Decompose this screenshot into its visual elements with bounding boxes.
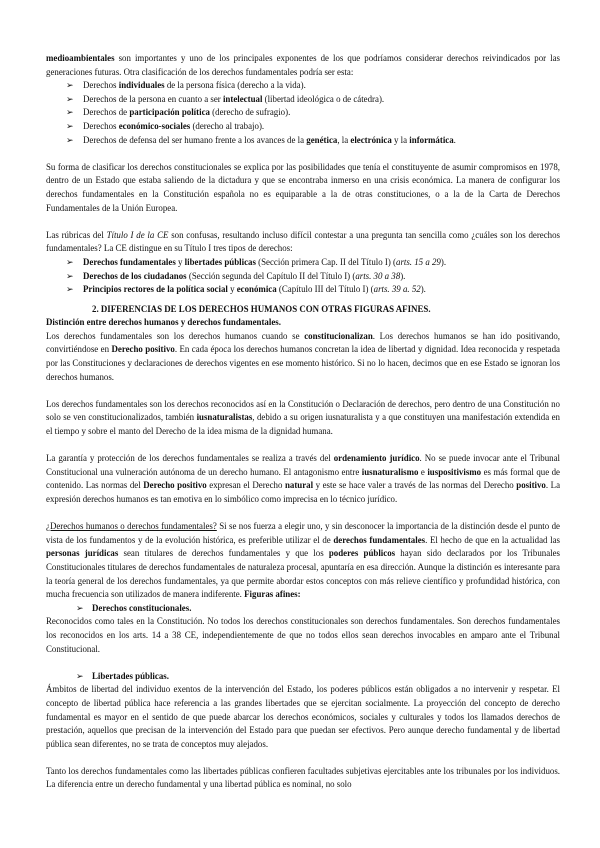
section-heading: 2. DIFERENCIAS DE LOS DERECHOS HUMANOS CON OTRAS FIGURAS AFINES. (92, 303, 431, 314)
arrow-bullet-icon: ➢ (66, 256, 74, 267)
paragraph-constitutional-rights: Reconocidos como tales en la Constitución. No todos los derechos constitucionales son derechos fundamentales. Son derechos fundamentales los reconocidos en los arts. 14 a 38 CE, independientemente de que no todos ellos sean derechos invocables en amparo ante el Tribunal Constitucional. (46, 616, 560, 654)
arrow-bullet-icon: ➢ (66, 107, 74, 118)
sub-heading: Distinción entre derechos humanos y derechos fundamentales. (46, 317, 281, 328)
paragraph-constitutionalization: Los derechos fundamentales son los derechos humanos cuando se constitucionalizan. Los derechos humanos se han ido positivando, convirtiéndose en Derecho positivo. En cada época los derechos humanos concretan la idea de libertad y dignidad. Idea reconocida y respetada por las Constituciones y declaraciones de derechos vigentes en ese momento histórico. Si no lo hacen, decimos que en ese Estado se ignoran los derechos humanos. (46, 330, 560, 382)
sub-heading-public-liberties: ➢ Libertades públicas. (46, 670, 560, 684)
paragraph-public-liberties: Ámbitos de libertad del individuo exentos de la intervención del Estado, los poderes públicos están obligados a no intervenir y respetar. El concepto de libertad pública hace referencia a las grandes libertades que se ejercitan socialmente. La proyección del concepto de derecho fundamental es mayor en el sentido de que puede abarcar los derechos económicos, sociales y culturales y todos los llamados derechos de prestación, aquellos que precisan de la intervención del Estado para que puedan ser efectivos. Pero aunque derecho fundamental y de libertad pública sean diferentes, no se trata de conceptos muy alejados. (46, 684, 560, 749)
arrow-bullet-icon: ➢ (66, 120, 74, 131)
list-item: ➢ Derechos fundamentales y libertades públicas (Sección primera Cap. II del Título I) (arts. 15 a 29). (66, 256, 560, 270)
sub-heading-constitutional-rights: ➢ Derechos constitucionales. (46, 602, 560, 616)
list-item: ➢ Derechos económico-sociales (derecho al trabajo). (66, 120, 560, 134)
paragraph-legal-protection: La garantía y protección de los derechos fundamentales se realiza a través del ordenamiento jurídico. No se puede invocar ante el Tribunal Constitucional una vulneración autónoma de un derecho humano. El antagonismo entre iusnaturalismo e iuspositivismo es más formal que de contenido. Las normas del Derecho positivo expresan el Derecho natural y este se hace valer a través de las normas del Derecho positivo. La expresión derechos humanos es tan emotiva en lo simbólico como imprecisa en lo técnico jurídico. (46, 453, 561, 504)
paragraph-human-vs-fundamental: ¿Derechos humanos o derechos fundamentales? Si se nos fuerza a elegir uno, y sin desconocer la importancia de la distinción desde el punto de vista de los fundamentos y de la evolución histórica, es preferible utilizar el de derechos fundamentales. El hecho de que en la actualidad las personas jurídicas sean titulares de derechos fundamentales y que los poderes públicos hayan sido declarados por los Tribunales Constitucionales titulares de derechos fundamentales de naturaleza procesal, apuntaría en esa dirección. Aunque la distinción es interesante para la teoría general de los derechos fundamentales, ya que permite abordar estos conceptos con más relieve científico y profundidad histórica, con mucha frecuencia son utilizados de manera indiferente. Figuras afines: (46, 521, 560, 600)
paragraph-recognized-rights: Los derechos fundamentales son los derechos reconocidos así en la Constitución o Declaración de derechos, pero dentro de una Constitución no solo se ven constitucionalizados, también iusnaturalistas, debido a su origen iusnaturalista y a que constituyen una manifestación extendida en el tiempo y sobre el manto del Derecho de la idea misma de la dignidad humana. (46, 398, 560, 437)
list-item: ➢ Derechos de la persona en cuanto a ser intelectual (libertad ideológica o de cátedra). (66, 93, 560, 107)
paragraph-title-rubrics: Las rúbricas del Título I de la CE son confusas, resultando incluso difícil contestar a una pregunta tan sencilla como ¿cuáles son los derechos fundamentales? La CE distingue en su Título I tres tipos de derechos: (46, 229, 560, 254)
arrow-bullet-icon: ➢ (66, 134, 74, 145)
list-item: ➢ Derechos individuales de la persona física (derecho a la vida). (66, 79, 560, 93)
list-item: ➢ Derechos de participación política (derecho de sufragio). (66, 106, 560, 120)
list-item: ➢ Principios rectores de la política social y económica (Capítulo III del Título I) (arts. 39 a. 52). (66, 283, 560, 297)
paragraph-constituent: Su forma de clasificar los derechos constitucionales se explica por las posibilidades que tenía el constituyente de asumir compromisos en 1978, dentro de un Estado que estaba saliendo de la dictadura y que se encontraba inmerso en una crisis económica. La manera de configurar los derechos fundamentales en la Constitución española no es equiparable a la de otras constituciones, o a la de la Carta de Derechos Fundamentales de la Unión Europea. (46, 161, 560, 213)
list-rights-classification (46, 79, 560, 147)
arrow-bullet-icon: ➢ (66, 80, 74, 91)
list-item: ➢ Derechos de los ciudadanos (Sección segunda del Capítulo II del Título I) (arts. 30 a 38). (66, 270, 560, 284)
list-item: ➢ Derechos de defensa del ser humano frente a los avances de la genética, la electrónica y la informática. (66, 134, 560, 148)
arrow-bullet-icon: ➢ (66, 93, 74, 104)
arrow-bullet-icon: ➢ (76, 602, 84, 613)
paragraph-rights-vs-liberties: Tanto los derechos fundamentales como las libertades públicas confieren facultades subjetivas ejercitables ante los tribunales por los individuos. La diferencia entre un derecho fundamental y una libertad pública es nominal, no solo (46, 765, 560, 790)
arrow-bullet-icon: ➢ (66, 284, 74, 295)
paragraph-classification-intro: medioambientales son importantes y uno de los principales exponentes de los que podríamos considerar derechos reivindicados por las generaciones futuras. Otra clasificación de los derechos fundamentales podría ser esta: (46, 53, 560, 77)
arrow-bullet-icon: ➢ (76, 670, 84, 681)
list-rights-types (46, 256, 560, 297)
document-page (46, 52, 560, 792)
arrow-bullet-icon: ➢ (66, 270, 74, 281)
